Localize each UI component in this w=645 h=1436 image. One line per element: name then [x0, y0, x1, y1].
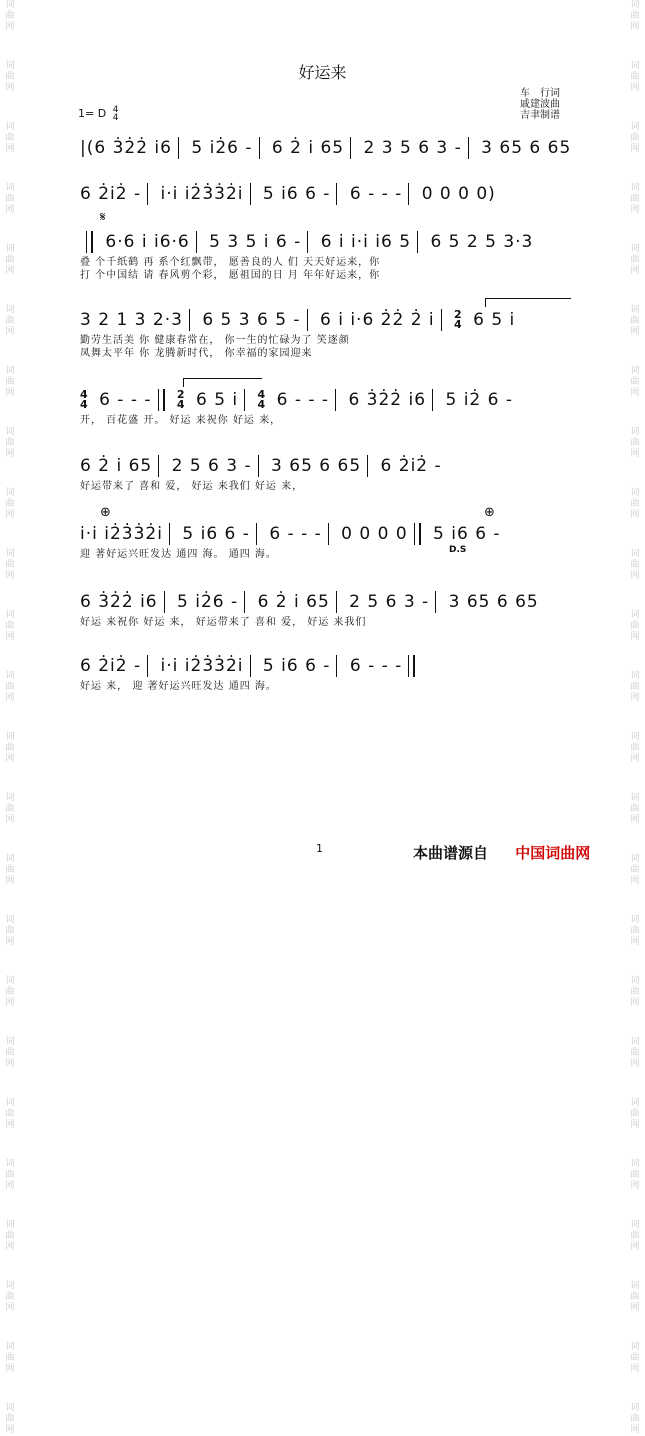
watermark-char: 曲 — [630, 499, 640, 509]
time-bottom: 4 — [112, 113, 119, 123]
watermark-char: 词 — [630, 915, 640, 925]
watermark-char: 词 — [630, 1281, 640, 1291]
watermark-char: 网 — [5, 83, 15, 93]
measure: 6 2̇ i 65 — [257, 592, 330, 612]
measure: 6 - - - — [349, 184, 403, 204]
score-line-4 — [80, 306, 570, 360]
watermark-char: 网 — [630, 998, 640, 1008]
watermark-char: 网 — [5, 205, 15, 215]
watermark-char: 词 — [630, 0, 640, 10]
measure: 2 5 6 3 - — [349, 592, 430, 612]
measure: 5 i6 6 - — [433, 524, 501, 544]
right-watermark — [627, 0, 643, 1435]
measure: 5 3 5 i 6 - — [209, 232, 302, 252]
watermark-char: 词 — [5, 610, 15, 620]
watermark-char: 网 — [5, 1242, 15, 1252]
watermark-char: 曲 — [5, 255, 15, 265]
measure: 0 0 0 0 — [341, 524, 408, 544]
watermark-char: 网 — [630, 632, 640, 642]
measure: |(6 3̇2̇2̇ i6 — [80, 138, 172, 158]
watermark-char: 词 — [630, 1037, 640, 1047]
watermark-char: 网 — [630, 815, 640, 825]
watermark-char: 词 — [630, 183, 640, 193]
watermark-char: 词 — [5, 1037, 15, 1047]
watermark-char: 词 — [5, 427, 15, 437]
measure: 3 65 6 65 — [481, 138, 572, 158]
lyric: 开， 百花盛 开。 好运 来祝你 好运 来， — [80, 415, 282, 426]
watermark-char: 网 — [5, 449, 15, 459]
watermark-char: 词 — [5, 0, 15, 10]
watermark-char: 词 — [630, 1159, 640, 1169]
watermark-char: 曲 — [630, 1231, 640, 1241]
watermark-char: 曲 — [5, 438, 15, 448]
watermark-char: 网 — [630, 1120, 640, 1130]
watermark-char: 网 — [5, 632, 15, 642]
watermark-char: 网 — [5, 144, 15, 154]
measure: 6 5 2 5 3·3 — [430, 232, 534, 252]
watermark-char: 词 — [5, 61, 15, 71]
watermark-char: 网 — [630, 571, 640, 581]
watermark-char: 网 — [630, 83, 640, 93]
coda-sign: ⊕ — [484, 505, 495, 520]
watermark-char: 曲 — [5, 316, 15, 326]
watermark-char: 词 — [630, 1403, 640, 1413]
watermark-char: 网 — [630, 1303, 640, 1313]
lyric: 好运带来了 喜和 爱， 好运 来我们 好运 来， — [80, 481, 304, 492]
lyric: 好运 来祝你 好运 来， 好运带来了 喜和 爱， 好运 来我们 — [80, 617, 367, 628]
watermark-char: 网 — [5, 1059, 15, 1069]
watermark-char: 词 — [5, 183, 15, 193]
watermark-char: 曲 — [5, 194, 15, 204]
measure: 6 - - - — [276, 390, 330, 410]
watermark-char: 曲 — [630, 1292, 640, 1302]
measure: 2 5 6 3 - — [171, 456, 252, 476]
watermark-char: 词 — [630, 1220, 640, 1230]
watermark-char: 网 — [5, 1364, 15, 1374]
score-line-3 — [80, 228, 570, 282]
watermark-char: 曲 — [5, 926, 15, 936]
measure: 5 i6 6 - — [262, 184, 331, 204]
notes — [80, 652, 570, 680]
notes — [80, 306, 570, 334]
watermark-char: 词 — [5, 549, 15, 559]
watermark-char: 曲 — [5, 1048, 15, 1058]
key-signature — [78, 106, 118, 122]
watermark-char: 曲 — [5, 1170, 15, 1180]
notes — [80, 452, 570, 480]
watermark-char: 词 — [5, 671, 15, 681]
measure: 5 i6 6 - — [262, 656, 331, 676]
watermark-char: 网 — [5, 1181, 15, 1191]
watermark-char: 曲 — [630, 72, 640, 82]
measure: 3 65 6 65 — [271, 456, 362, 476]
watermark-char: 词 — [630, 488, 640, 498]
watermark-char: 曲 — [5, 987, 15, 997]
watermark-char: 词 — [5, 366, 15, 376]
watermark-char: 网 — [5, 1425, 15, 1435]
watermark-char: 曲 — [630, 133, 640, 143]
measure: 6·6 i i6·6 — [105, 232, 190, 252]
left-watermark — [2, 0, 18, 1435]
measure: 6 - - - — [349, 656, 403, 676]
measure: 6 3̇2̇2̇ i6 — [80, 592, 158, 612]
lyric: 好运 来， 迎 著好运兴旺发达 通四 海。 — [80, 681, 277, 692]
watermark-char: 网 — [630, 510, 640, 520]
time-change: 4 4 — [80, 388, 89, 411]
measure: 5 i2̇6 - — [177, 592, 239, 612]
watermark-char: 曲 — [5, 11, 15, 21]
watermark-char: 词 — [5, 488, 15, 498]
time-change: 2 4 — [176, 388, 186, 411]
watermark-char: 曲 — [630, 377, 640, 387]
watermark-char: 词 — [5, 976, 15, 986]
lyric-verse-1: 叠 个千纸鹤 再 系个红飘带， 愿善良的人 们 天天好运来，你 — [80, 257, 381, 268]
watermark-char: 词 — [630, 366, 640, 376]
notes — [80, 588, 570, 616]
watermark-char: 曲 — [5, 1109, 15, 1119]
watermark-char: 曲 — [630, 865, 640, 875]
watermark-char: 词 — [630, 793, 640, 803]
notes — [80, 386, 570, 414]
source-footer — [413, 842, 590, 863]
segno-sign: 𝄋 — [100, 210, 106, 225]
watermark-char: 曲 — [5, 1353, 15, 1363]
watermark-char: 网 — [630, 876, 640, 886]
watermark-char: 曲 — [5, 621, 15, 631]
measure: 6 2̇i2̇ - — [380, 456, 442, 476]
watermark-char: 网 — [630, 1181, 640, 1191]
watermark-char: 曲 — [5, 1292, 15, 1302]
watermark-char: 网 — [630, 327, 640, 337]
lyric-verse-2: 凤舞太平年 你 龙腾新时代， 你幸福的家园迎来 — [80, 348, 313, 359]
watermark-char: 网 — [5, 327, 15, 337]
measure: 6 i i·i i6 5 — [320, 232, 412, 252]
watermark-char: 网 — [630, 205, 640, 215]
watermark-char: 词 — [630, 1098, 640, 1108]
score-line-1 — [80, 134, 570, 162]
measure: 6 5 i — [195, 390, 239, 410]
watermark-char: 词 — [630, 427, 640, 437]
watermark-char: 网 — [5, 266, 15, 276]
measure: 5 i6 6 - — [182, 524, 250, 544]
lyric-verse-1: 勤劳生活美 你 健康春常在， 你一生的忙碌为了 笑逐颜 — [80, 335, 350, 346]
watermark-char: 曲 — [5, 560, 15, 570]
credits — [520, 88, 560, 121]
watermark-char: 曲 — [630, 194, 640, 204]
measure: i·i i2̇3̇3̇2̇i — [160, 656, 244, 676]
watermark-char: 词 — [5, 1281, 15, 1291]
watermark-char: 词 — [5, 1098, 15, 1108]
measure: 6 5 i — [473, 310, 516, 330]
watermark-char: 网 — [5, 937, 15, 947]
watermark-char: 网 — [5, 815, 15, 825]
arranger: 吉聿制谱 — [520, 110, 560, 121]
watermark-char: 网 — [630, 266, 640, 276]
measure: 6 - - - — [269, 524, 322, 544]
watermark-char: 网 — [630, 1059, 640, 1069]
watermark-char: 词 — [630, 122, 640, 132]
watermark-char: 网 — [630, 693, 640, 703]
watermark-char: 曲 — [5, 133, 15, 143]
notes — [80, 180, 570, 208]
score-line-9 — [80, 652, 570, 693]
watermark-char: 曲 — [5, 1414, 15, 1424]
watermark-char: 词 — [630, 549, 640, 559]
watermark-char: 词 — [5, 854, 15, 864]
measure: 2 3 5 6 3 - — [363, 138, 462, 158]
watermark-char: 网 — [5, 693, 15, 703]
watermark-char: 网 — [5, 998, 15, 1008]
watermark-char: 词 — [5, 732, 15, 742]
watermark-char: 网 — [5, 22, 15, 32]
watermark-char: 曲 — [630, 255, 640, 265]
watermark-char: 网 — [630, 1364, 640, 1374]
watermark-char: 曲 — [630, 316, 640, 326]
measure: 6 2̇ i 65 — [271, 138, 345, 158]
watermark-char: 词 — [630, 976, 640, 986]
watermark-char: 网 — [630, 22, 640, 32]
watermark-char: 曲 — [5, 1231, 15, 1241]
watermark-char: 网 — [630, 1425, 640, 1435]
watermark-char: 曲 — [630, 1414, 640, 1424]
coda-sign: ⊕ — [100, 505, 111, 520]
notes — [80, 228, 570, 256]
measure: 6 i i·6 2̇2̇ 2̇ i — [319, 310, 435, 330]
watermark-char: 曲 — [5, 499, 15, 509]
watermark-char: 网 — [5, 571, 15, 581]
measure: 5 i2̇ 6 - — [445, 390, 514, 410]
notes — [80, 134, 570, 162]
watermark-char: 网 — [630, 754, 640, 764]
measure: 6 - - - — [99, 390, 152, 410]
dal-segno: D.S — [449, 545, 467, 555]
measure: 3 2 1 3 2·3 — [80, 310, 183, 330]
notes — [80, 520, 570, 548]
watermark-char: 曲 — [5, 804, 15, 814]
watermark-char: 词 — [630, 671, 640, 681]
watermark-char: 词 — [5, 1220, 15, 1230]
watermark-char: 曲 — [630, 560, 640, 570]
watermark-char: 词 — [5, 1159, 15, 1169]
watermark-char: 词 — [5, 122, 15, 132]
watermark-char: 曲 — [5, 72, 15, 82]
watermark-char: 曲 — [630, 926, 640, 936]
score-line-5 — [80, 386, 570, 427]
watermark-char: 词 — [5, 244, 15, 254]
measure: 6 3̇2̇2̇ i6 — [348, 390, 427, 410]
watermark-char: 曲 — [630, 1109, 640, 1119]
watermark-char: 曲 — [630, 438, 640, 448]
watermark-char: 网 — [5, 1120, 15, 1130]
time-change: 2 4 — [454, 308, 463, 331]
watermark-char: 曲 — [630, 804, 640, 814]
watermark-char: 网 — [630, 144, 640, 154]
watermark-char: 曲 — [5, 682, 15, 692]
lyric-verse-2: 打 个中国结 请 春风剪个彩， 愿祖国的日 月 年年好运来，你 — [80, 270, 381, 281]
watermark-char: 曲 — [630, 11, 640, 21]
watermark-char: 词 — [5, 915, 15, 925]
watermark-char: 曲 — [630, 682, 640, 692]
song-title: 好运来 — [298, 63, 347, 82]
watermark-char: 词 — [630, 305, 640, 315]
watermark-char: 词 — [630, 1342, 640, 1352]
watermark-char: 词 — [5, 793, 15, 803]
measure: 5 i2̇6 - — [191, 138, 253, 158]
watermark-char: 曲 — [5, 865, 15, 875]
watermark-char: 网 — [630, 937, 640, 947]
watermark-char: 词 — [630, 732, 640, 742]
time-signature — [113, 106, 119, 122]
watermark-char: 网 — [5, 876, 15, 886]
watermark-char: 曲 — [5, 743, 15, 753]
measure: 6 2̇i2̇ - — [80, 184, 142, 204]
score-line-2 — [80, 180, 570, 208]
measure: 6 2̇ i 65 — [80, 456, 153, 476]
measure: i·i i2̇3̇3̇2̇i — [160, 184, 244, 204]
lyricist: 车 行词 — [520, 88, 560, 99]
watermark-char: 曲 — [5, 377, 15, 387]
watermark-char: 词 — [630, 854, 640, 864]
watermark-char: 曲 — [630, 621, 640, 631]
watermark-char: 曲 — [630, 1353, 640, 1363]
watermark-char: 曲 — [630, 743, 640, 753]
measure: 0 0 0 0) — [421, 184, 496, 204]
score-line-6 — [80, 452, 570, 493]
watermark-char: 曲 — [630, 987, 640, 997]
page-number: 1 — [316, 842, 323, 855]
measure: i·i i2̇3̇3̇2̇i — [80, 524, 163, 544]
watermark-char: 词 — [5, 1342, 15, 1352]
watermark-char: 词 — [5, 1403, 15, 1413]
watermark-char: 词 — [5, 305, 15, 315]
time-top: 4 — [112, 105, 119, 115]
key-label: 1= D — [78, 107, 107, 120]
source-label: 本曲谱源自 — [413, 844, 489, 862]
composer: 戚建波曲 — [520, 99, 560, 110]
time-change: 4 4 — [257, 388, 267, 411]
measure: 3 65 6 65 — [448, 592, 539, 612]
watermark-char: 词 — [630, 61, 640, 71]
watermark-char: 曲 — [630, 1170, 640, 1180]
watermark-char: 网 — [5, 754, 15, 764]
watermark-char: 网 — [630, 449, 640, 459]
watermark-char: 曲 — [630, 1048, 640, 1058]
watermark-char: 网 — [5, 510, 15, 520]
watermark-char: 网 — [630, 1242, 640, 1252]
site-brand[interactable]: 中国词曲网 — [515, 844, 591, 862]
score-line-8 — [80, 588, 570, 629]
watermark-char: 词 — [630, 610, 640, 620]
score-line-7 — [80, 520, 570, 561]
measure: 6 5 3 6 5 - — [202, 310, 301, 330]
watermark-char: 词 — [630, 244, 640, 254]
watermark-char: 网 — [5, 388, 15, 398]
watermark-char: 网 — [5, 1303, 15, 1313]
watermark-char: 网 — [630, 388, 640, 398]
lyric: 迎 著好运兴旺发达 通四 海。 通四 海。 — [80, 549, 277, 560]
measure: 6 2̇i2̇ - — [80, 656, 142, 676]
